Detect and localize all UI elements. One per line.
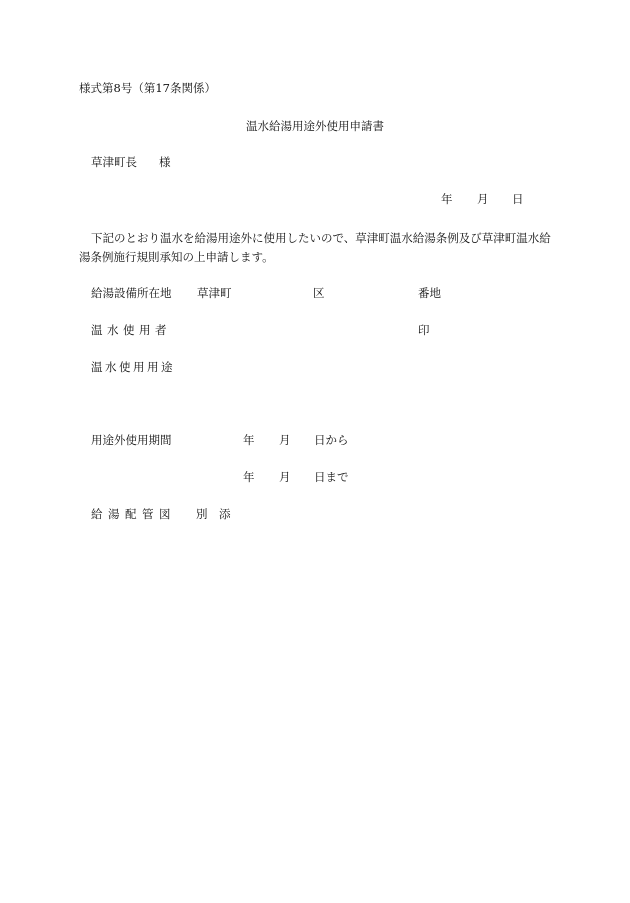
body-text-content: 下記のとおり温水を給湯用途外に使用したいので、草津町温水給湯条例及び草津町温水給湯条例施行規則承知の上申請します。 bbox=[79, 231, 551, 264]
diagram-label: 給湯配管図 bbox=[91, 507, 176, 521]
period-from-year: 年 bbox=[243, 433, 255, 447]
addressee-name: 草津町長 bbox=[91, 155, 137, 169]
user-label: 温水使用者 bbox=[91, 323, 171, 337]
period-to-year: 年 bbox=[243, 470, 255, 484]
location-label: 給湯設備所在地 bbox=[91, 286, 172, 300]
purpose-label: 温水使用用途 bbox=[91, 360, 175, 374]
period-from-month: 月 bbox=[279, 433, 291, 447]
date-month-label: 月 bbox=[477, 192, 489, 206]
form-number: 様式第8号（第17条関係） bbox=[79, 81, 216, 95]
seal-mark: 印 bbox=[418, 323, 430, 337]
location-ward: 区 bbox=[313, 286, 325, 300]
location-town: 草津町 bbox=[197, 286, 232, 300]
date-day-label: 日 bbox=[512, 192, 524, 206]
addressee-suffix: 様 bbox=[159, 155, 171, 169]
body-text bbox=[79, 229, 553, 267]
period-label: 用途外使用期間 bbox=[91, 433, 172, 447]
period-from-day: 日から bbox=[314, 433, 349, 447]
date-year-label: 年 bbox=[441, 192, 453, 206]
diagram-value: 別 添 bbox=[196, 507, 231, 521]
period-to-day: 日まで bbox=[314, 470, 349, 484]
period-to-month: 月 bbox=[279, 470, 291, 484]
addressee bbox=[91, 157, 171, 169]
document-title: 温水給湯用途外使用申請書 bbox=[246, 119, 384, 133]
location-number: 番地 bbox=[418, 286, 441, 300]
